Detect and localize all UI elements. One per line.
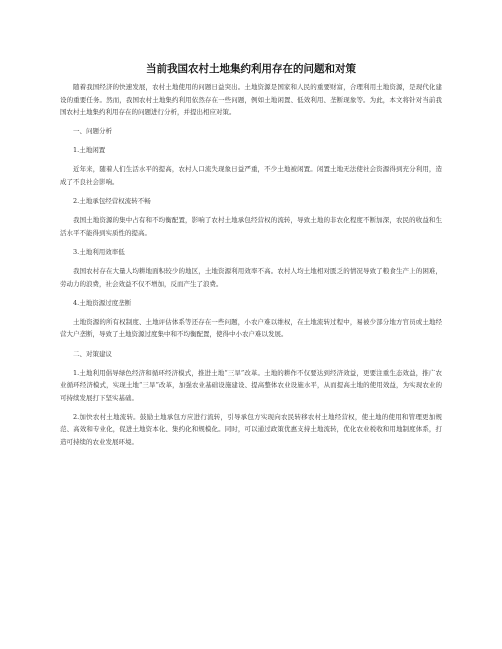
item-heading-idle-land: 1.土地闲置 xyxy=(73,146,106,155)
item-paragraph-monopoly: 土地资源的所有权制度、土地评估体系等还存在一些问题，小农户难以维权，在土地流转过程中，易被少部分地方官员或土地经营大户垄断，导致了土地资源过度集中和不均衡配置，使得中小农户难以发展。 xyxy=(60,317,442,339)
item-paragraph-transfer: 我国土地资源的集中占有和不均衡配置，影响了农村土地承包经营权的流转，导致土地的非农化程度不断加深，农民的收益和生活水平不能得到实质性的提高。 xyxy=(60,216,442,237)
section-heading-suggestions: 二、对策建议 xyxy=(73,349,112,358)
document-body xyxy=(60,81,442,449)
suggestion-paragraph-land-transfer: 2.加快农村土地流转。鼓励土地承包方应进行流转，引导承包方实现向农民转移农村土地经营权，使土地的使用和管理更加规范、高效和专业化，促进土地资本化、集约化和规模化。同时，可以通过政策优惠支持土地流转，优化农业税收和用地制度体系，打造可持续的农业发展环境。 xyxy=(60,412,442,447)
item-heading-transfer: 2.土地承包经营权流转不畅 xyxy=(73,197,151,206)
item-heading-monopoly: 4.土地资源过度垄断 xyxy=(73,298,132,307)
item-paragraph-efficiency: 我国农村存在大量人均耕地面积较少的地区，土地资源利用效率不高。农村人均土地相对匮乏的情况导致了粮食生产上的困难，劳动力的浪费，社会效益不仅不增加，反而产生了浪费。 xyxy=(60,267,442,288)
item-heading-efficiency: 3.土地利用效率低 xyxy=(73,247,125,256)
section-heading-analysis: 一、问题分析 xyxy=(73,127,112,136)
suggestion-paragraph-green-economy: 1.土地利用倡导绿色经济和循环经济模式，推进土地“三旱”改革。土地的耕作不仅要达到经济效益，更要注重生态效益，推广农业循环经济模式，实现土地“三旱”改革，加强农业基础设施建设、提高整体农业设施水平，从而提高土地的使用效益，为实现农业的可持续发展打下坚实基础。 xyxy=(60,368,442,402)
document-title: 当前我国农村土地集约利用存在的问题和对策 xyxy=(146,63,356,75)
intro-paragraph: 随着我国经济的快速发展，农村土地使用的问题日益突出。土地资源是国家和人民的重要财富，合理利用土地资源，是现代化建设的重要任务。然而，我国农村土地集约利用依然存在一些问题，例如土地闲置、低效利用、垄断现象等。为此，本文将针对当前我国农村土地集约利用存在的问题进行分析，并提出相应对策。 xyxy=(60,83,442,117)
item-paragraph-idle-land: 近年来，随着人们生活水平的提高，农村人口流失现象日益严重，不少土地被闲置。闲置土地无法使社会资源得到充分利用，造成了不良社会影响。 xyxy=(60,165,442,187)
